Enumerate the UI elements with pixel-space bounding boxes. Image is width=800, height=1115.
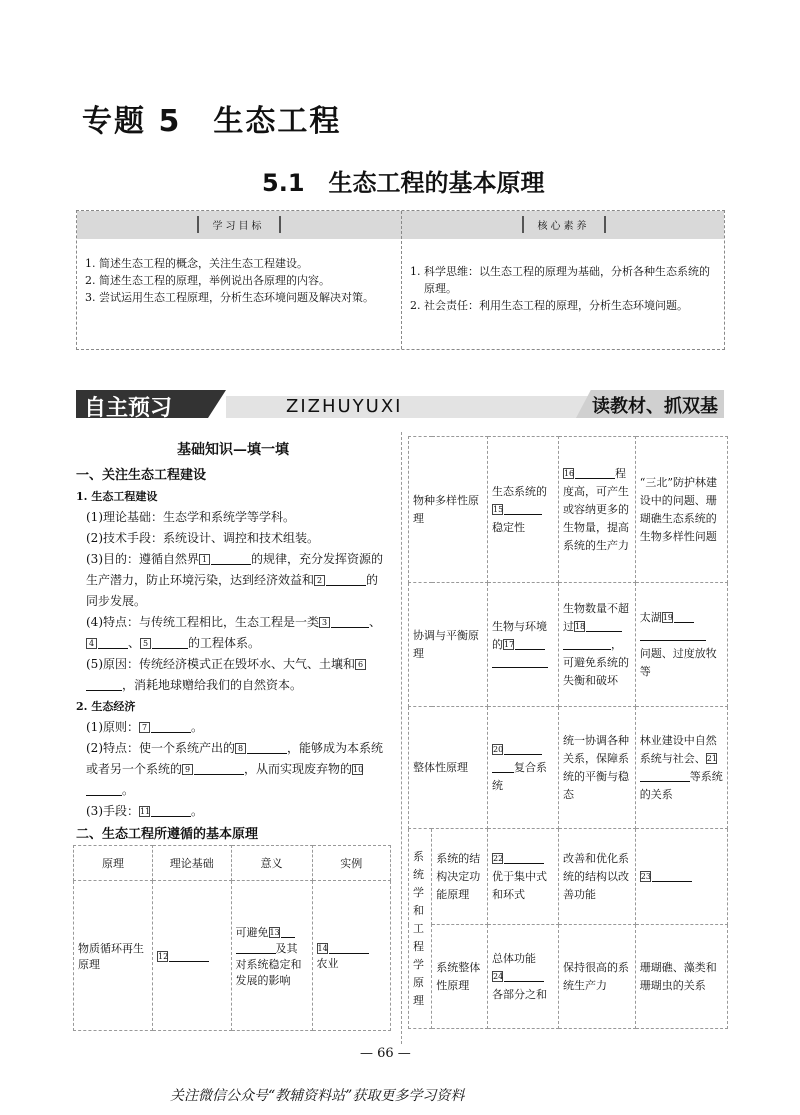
table-cell: 生物与环境的17 — [488, 583, 559, 707]
core-item: 2. 社会责任：利用生态工程的原理，分析生态环境问题。 — [410, 299, 688, 312]
left-column — [76, 440, 390, 845]
principle-table-right — [408, 436, 728, 1029]
goal-item: 1. 简述生态工程的概念，关注生态工程建设。 — [85, 257, 308, 270]
table-cell: 改善和优化系统的结构以改善功能 — [558, 829, 635, 925]
banner-mid — [226, 396, 596, 418]
paragraph: (1)原则： 7 。 — [86, 720, 204, 734]
section-title: 5.1 生态工程的基本原理 — [262, 169, 545, 197]
table-cell: 14 农业 — [312, 881, 391, 1031]
sub-heading: 1. 生态工程建设 — [76, 490, 158, 503]
table-cell: 珊瑚礁、藻类和珊瑚虫的关系 — [635, 925, 727, 1029]
paragraph: (5)原因：传统经济模式正在毁坏水、大气、土壤和 6，消耗地球赠给我们的自然资本。 — [76, 654, 390, 696]
paragraph: (2)特点：使一个系统产出的 8 ，能够成为本系统或者另一个系统的 9 ，从而实现废弃物的10。 — [86, 741, 384, 797]
table-cell: 总体功能 24 各部分之和 — [488, 925, 559, 1029]
footer-note: 关注微信公众号“教辅资料站”获取更多学习资料 — [170, 1088, 465, 1104]
goals-left-tag: 学习目标 — [197, 216, 281, 233]
page-number: — 66 — — [360, 1046, 411, 1061]
sub-heading: 2. 生态经济 — [76, 700, 136, 713]
table-cell: 系统学和工程学原理 — [409, 829, 432, 1029]
table-cell: 协调与平衡原理 — [409, 583, 488, 707]
paragraph: (4)特点：与传统工程相比，生态工程是一类 3 、4 、 5 的工程体系。 — [86, 615, 382, 650]
goals-right — [401, 211, 725, 349]
header-cell: 原理 — [74, 846, 153, 881]
table-cell: 保持很高的系统生产力 — [558, 925, 635, 1029]
table-cell: 生态系统的 15 稳定性 — [488, 437, 559, 583]
paragraph: (1)理论基础：生态学和系统学等学科。 — [86, 510, 295, 524]
table-cell: 生物数量不超过18 ，可避免系统的失衡和破坏 — [558, 583, 635, 707]
section-banner — [76, 390, 724, 421]
paragraph: (3)手段：11 。 — [86, 804, 204, 818]
banner-left-text: 自主预习 — [84, 396, 173, 421]
table-cell: “三北”防护林建设中的问题、珊瑚礁生态系统的生物多样性问题 — [635, 437, 727, 583]
header-cell: 理论基础 — [153, 846, 232, 881]
chapter-title: 专题 5 生态工程 — [82, 104, 342, 139]
principle-table-left — [73, 845, 391, 1031]
goals-left — [77, 211, 400, 349]
table-cell: 可避免13及其对系统稳定和发展的影响 — [231, 881, 312, 1031]
core-item: 1. 科学思维：以生态工程的原理为基础，分析各种生态系统的原理。 — [410, 265, 710, 295]
goal-item: 2. 简述生态工程的原理，举例说出各原理的内容。 — [85, 274, 330, 287]
goal-item: 3. 尝试运用生态工程原理，分析生态环境问题及解决对策。 — [85, 291, 374, 304]
table-cell: 物种多样性原理 — [409, 437, 488, 583]
table-cell: 林业建设中自然系统与社会、21等系统的关系 — [635, 707, 727, 829]
column-divider — [401, 432, 402, 1044]
table-cell: 整体性原理 — [409, 707, 488, 829]
header-cell: 实例 — [312, 846, 391, 881]
table-cell: 12 — [153, 881, 232, 1031]
table-cell: 20 复合系统 — [488, 707, 559, 829]
table-cell: 22优于集中式和环式 — [488, 829, 559, 925]
paragraph: (3)目的：遵循自然界 1 的规律，充分发挥资源的生产潜力，防止环境污染，达到经济效益和 2 的同步发展。 — [86, 552, 384, 608]
banner-middle-text: ZIZHUYUXI — [286, 396, 403, 417]
header-cell: 意义 — [231, 846, 312, 881]
table-cell: 太湖19 问题、过度放牧等 — [635, 583, 727, 707]
section-heading: 二、生态工程所遵循的基本原理 — [76, 827, 259, 842]
table-cell: 23 — [635, 829, 727, 925]
paragraph: (2)技术手段：系统设计、调控和技术组装。 — [86, 531, 319, 545]
goals-box — [76, 210, 725, 350]
goals-right-tag: 核心素养 — [522, 216, 606, 233]
table-cell: 物质循环再生原理 — [74, 881, 153, 1031]
section-heading: 一、关注生态工程建设 — [76, 468, 207, 483]
table-cell: 系统的结构决定功能原理 — [432, 829, 488, 925]
banner-right-text: 读教材、抓双基 — [592, 396, 718, 417]
table-cell: 统一协调各种关系，保障系统的平衡与稳态 — [558, 707, 635, 829]
table-cell: 系统整体性原理 — [432, 925, 488, 1029]
table-cell: 16 程度高，可产生或容纳更多的生物量，提高系统的生产力 — [558, 437, 635, 583]
subheading: 基础知识—填一填 — [177, 442, 289, 458]
